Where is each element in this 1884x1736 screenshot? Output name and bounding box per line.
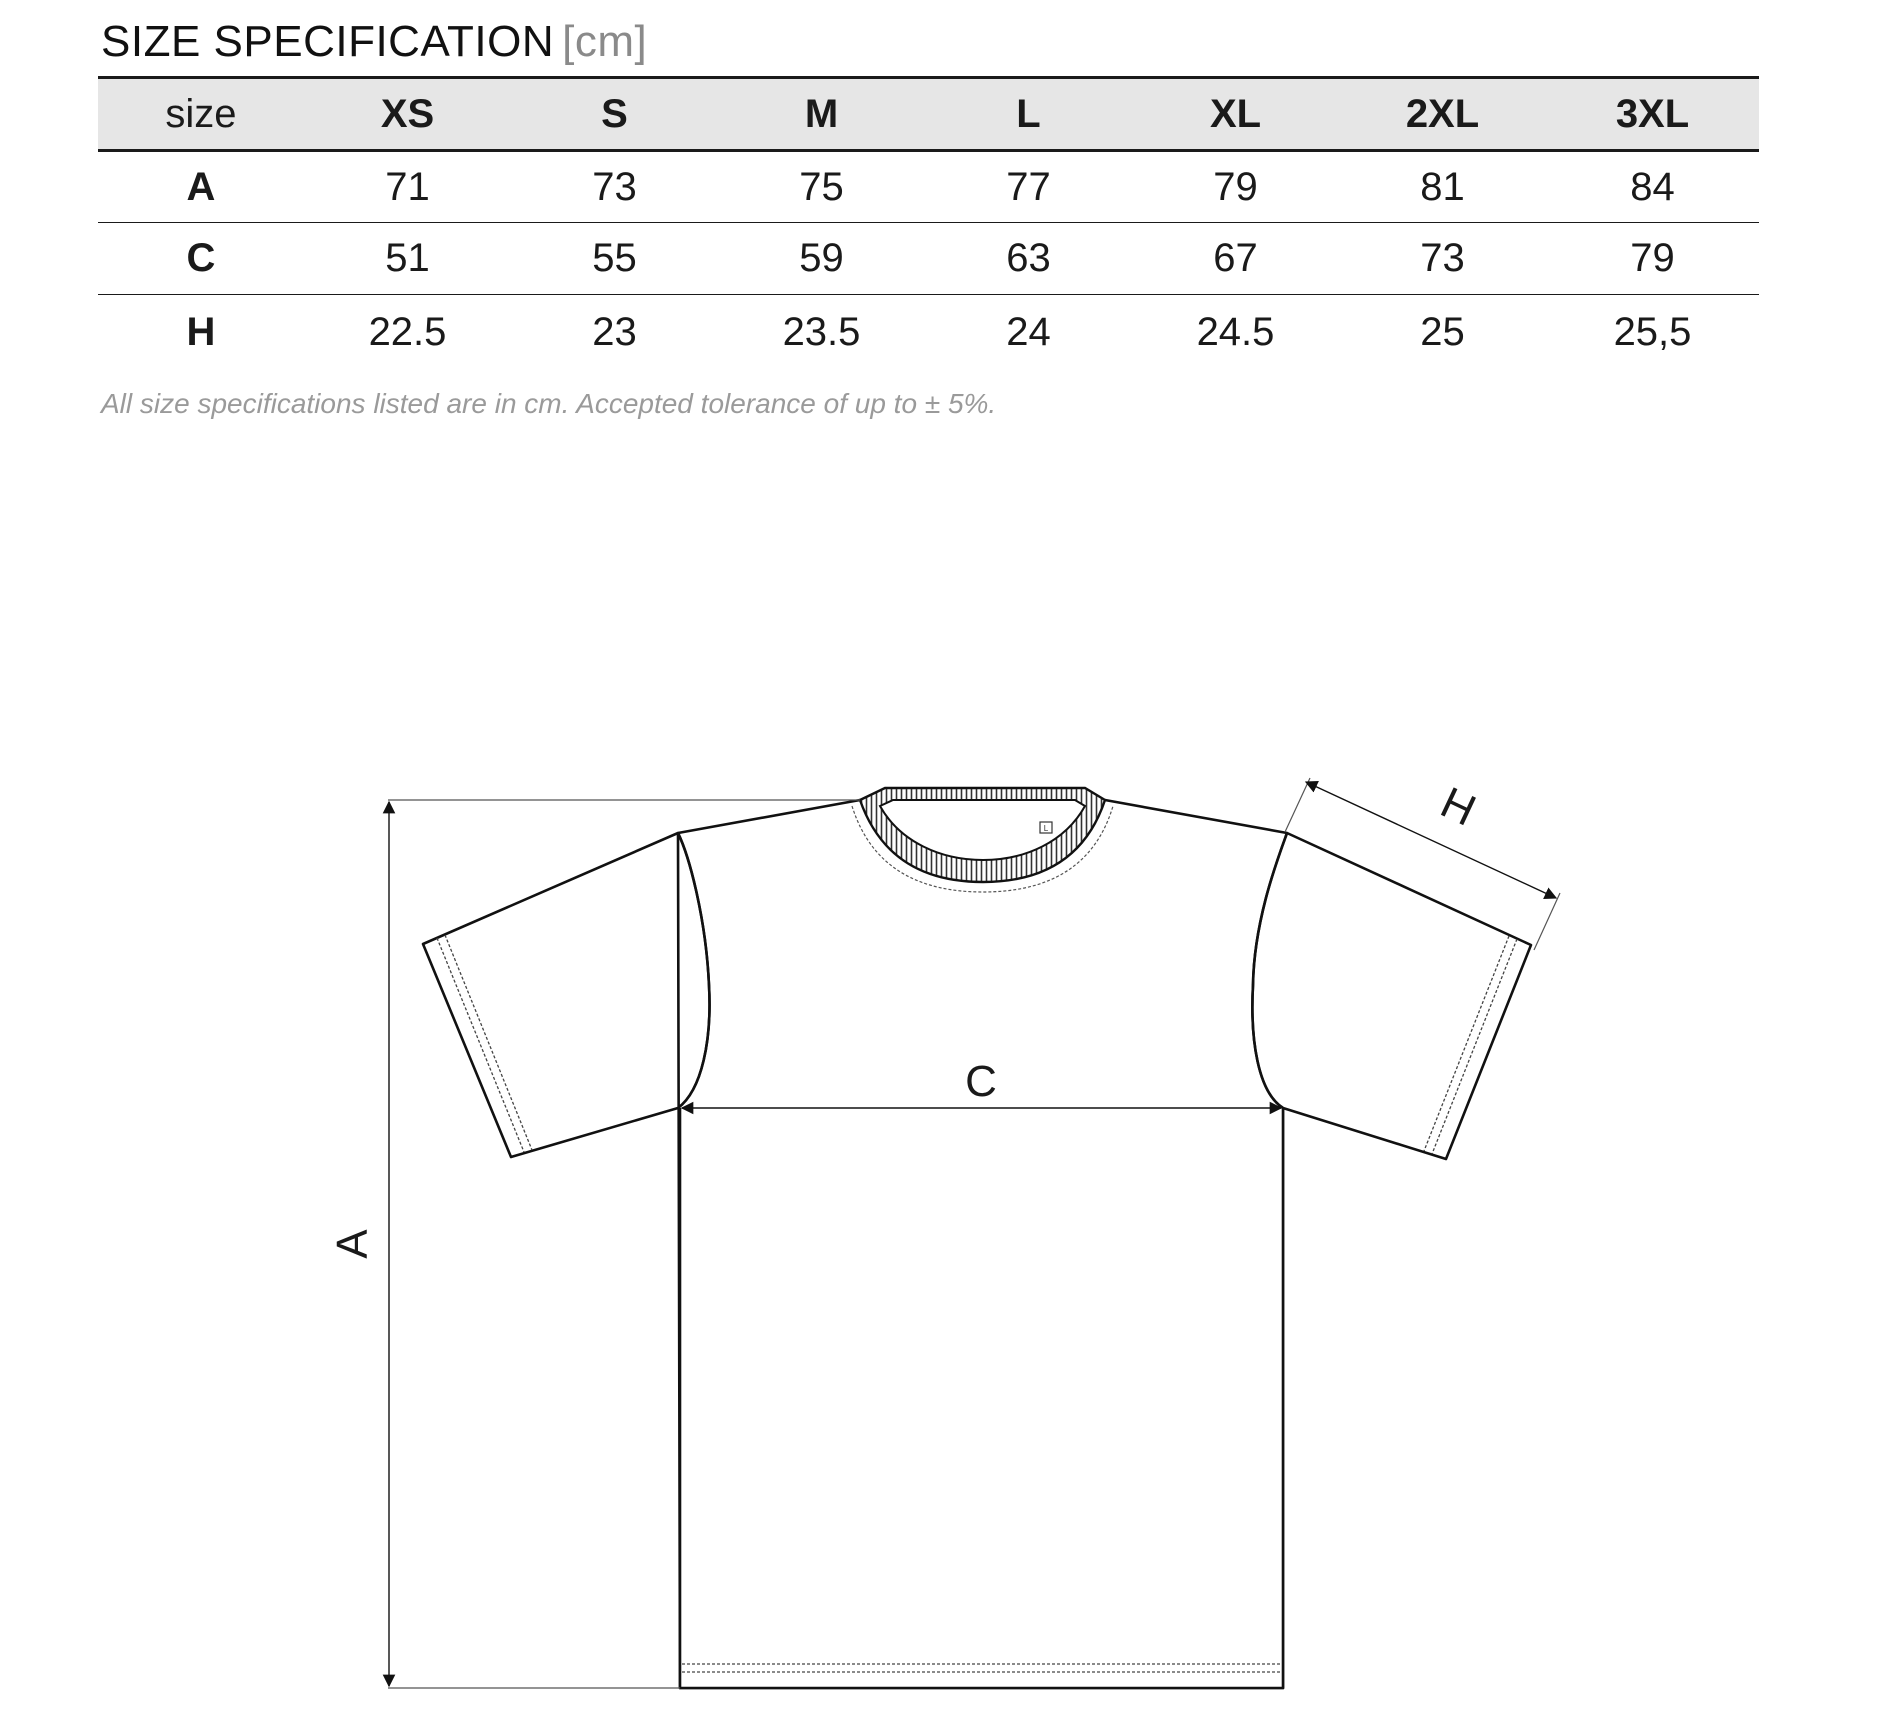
table-cell: 77 [1006, 164, 1051, 209]
table-cell: 23 [592, 310, 637, 355]
size-header: S [601, 91, 628, 136]
neck-label-text: L [1043, 824, 1049, 833]
row-label: C [186, 236, 216, 280]
tshirt-outline [423, 800, 1531, 1688]
table-cell: 73 [1420, 236, 1465, 280]
title-text: SIZE SPECIFICATION [101, 17, 555, 66]
dimension-h-tick-top [1285, 778, 1310, 832]
table-corner-label: size [165, 91, 237, 136]
table-cell: 79 [1630, 236, 1675, 280]
title-unit: [cm] [562, 17, 648, 66]
size-header: 2XL [1405, 91, 1480, 136]
table-cell: 23.5 [782, 310, 861, 355]
dimension-a-label: A [328, 1229, 377, 1259]
table-cell: 81 [1420, 164, 1465, 209]
table-cell: 79 [1213, 164, 1258, 209]
size-header: 3XL [1615, 91, 1690, 136]
dimension-c-label: C [965, 1057, 997, 1106]
table-cell: 73 [592, 164, 637, 209]
table-cell: 51 [385, 236, 430, 280]
tshirt-body-fill [680, 1108, 1283, 1688]
table-cell: 84 [1630, 164, 1675, 209]
neck-collar [852, 788, 1113, 892]
table-cell: 24 [1006, 310, 1051, 355]
table-cell: 25 [1420, 310, 1465, 355]
size-header: L [1016, 91, 1041, 136]
table-cell: 59 [799, 236, 844, 280]
table-cell: 22.5 [368, 310, 447, 355]
table-cell: 67 [1213, 236, 1258, 280]
row-label: H [186, 310, 216, 355]
dimension-h-tick-bottom [1534, 893, 1560, 950]
tolerance-note: All size specifications listed are in cm. Accepted tolerance of up to ± 5%. [101, 388, 997, 419]
table-cell: 24.5 [1196, 310, 1275, 355]
size-header: XS [380, 91, 435, 136]
table-cell: 75 [799, 164, 844, 209]
row-label: A [186, 164, 216, 209]
size-header: XL [1209, 91, 1262, 136]
table-cell: 71 [385, 164, 430, 209]
table-cell: 63 [1006, 236, 1051, 280]
table-cell: 55 [592, 236, 637, 280]
dimension-h-label: H [1433, 777, 1483, 836]
size-header: M [804, 91, 839, 136]
table-cell: 25,5 [1613, 310, 1692, 355]
